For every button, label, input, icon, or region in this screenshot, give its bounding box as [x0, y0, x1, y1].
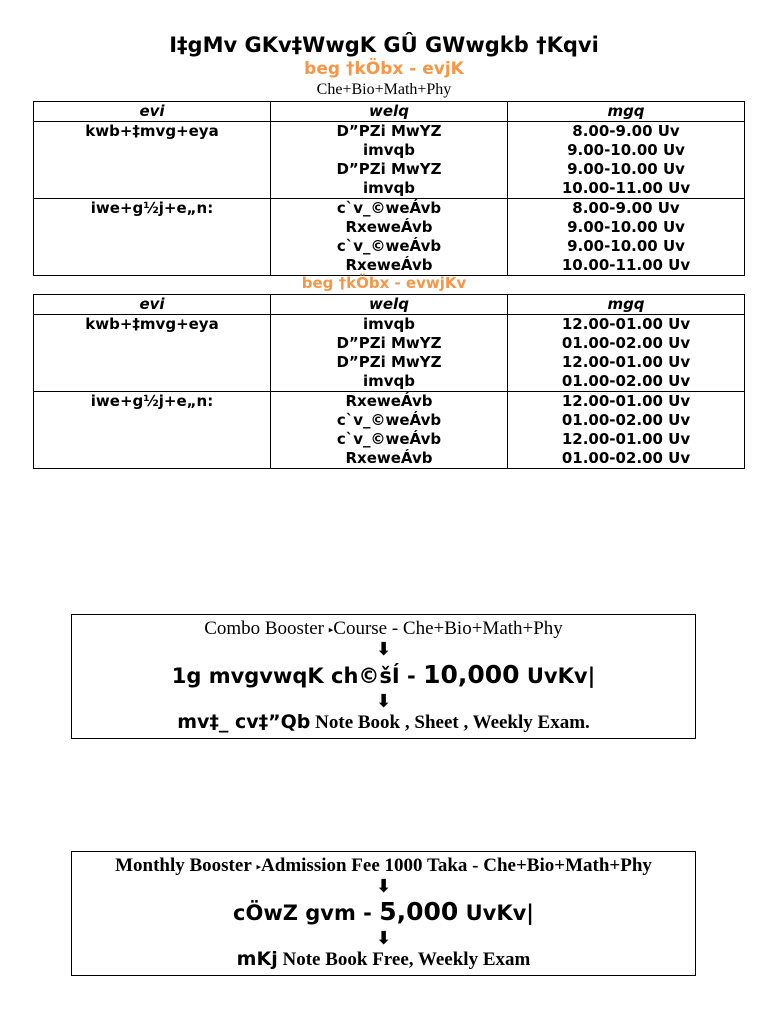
day-cell — [34, 199, 271, 276]
table-row — [34, 392, 745, 469]
subject-item: D”PZi MwYZ — [336, 160, 442, 178]
time-item: 10.00-11.00 Uv — [561, 256, 691, 274]
day-label: iwe+g½j+e„n: — [90, 199, 214, 217]
subject-item: c`v_©weÁvb — [336, 430, 442, 448]
column-header-subject: welq — [271, 102, 508, 122]
time-item: 9.00-10.00 Uv — [567, 237, 685, 255]
time-item: 01.00-02.00 Uv — [561, 372, 691, 390]
combo-materials-list: Note Book , Sheet , Weekly Exam. — [310, 712, 590, 733]
time-cell — [508, 122, 745, 199]
section1-title: beg †kÖbx - evjK — [304, 59, 464, 79]
monthly-heading — [72, 855, 695, 878]
subject-item: imvqb — [362, 141, 416, 159]
arrow-right-icon: ▸ — [328, 624, 334, 635]
table-row — [34, 315, 745, 392]
subject-item: c`v_©weÁvb — [336, 237, 442, 255]
time-item: 01.00-02.00 Uv — [561, 449, 691, 467]
subject-item: D”PZi MwYZ — [336, 353, 442, 371]
subjects-line: Che+Bio+Math+Phy — [316, 81, 452, 98]
subject-cell — [271, 392, 508, 469]
combo-fee — [72, 660, 695, 691]
time-item: 8.00-9.00 Uv — [572, 199, 680, 217]
time-item: 9.00-10.00 Uv — [567, 141, 685, 159]
subject-item: D”PZi MwYZ — [336, 122, 442, 140]
table-row — [34, 122, 745, 199]
section2-title: beg †kÖbx - evwjKv — [301, 274, 467, 292]
time-cell — [508, 315, 745, 392]
subject-cell — [271, 122, 508, 199]
subject-item: RxeweÁvb — [345, 218, 433, 236]
time-item: 9.00-10.00 Uv — [567, 160, 685, 178]
monthly-fee-amount: 5,000 — [379, 897, 459, 926]
time-item: 9.00-10.00 Uv — [567, 218, 685, 236]
column-header-day: evi — [34, 295, 271, 315]
table-header-row — [34, 295, 745, 315]
subject-item: imvqb — [362, 179, 416, 197]
arrow-right-icon: ▸ — [256, 861, 262, 872]
time-item: 01.00-02.00 Uv — [561, 411, 691, 429]
time-item: 01.00-02.00 Uv — [561, 334, 691, 352]
combo-materials — [72, 710, 695, 735]
time-item: 12.00-01.00 Uv — [561, 315, 691, 333]
subject-item: c`v_©weÁvb — [336, 411, 442, 429]
subject-item: RxeweÁvb — [345, 392, 433, 410]
subject-item: RxeweÁvb — [345, 256, 433, 274]
combo-heading — [72, 618, 695, 641]
combo-materials-label: mv‡_ cv‡”Qb — [177, 711, 311, 733]
combo-booster-box — [71, 614, 696, 739]
subject-cell — [271, 199, 508, 276]
time-cell — [508, 199, 745, 276]
monthly-booster-box — [71, 851, 696, 976]
day-label: kwb+‡mvg+eya — [85, 122, 219, 140]
day-cell — [34, 122, 271, 199]
table-header-row — [34, 102, 745, 122]
monthly-fee — [72, 897, 695, 928]
arrow-down-icon: ⬇ — [375, 691, 392, 712]
column-header-subject: welq — [271, 295, 508, 315]
schedule-table-boys — [33, 101, 745, 276]
schedule-table-girls — [33, 294, 745, 469]
monthly-fee-prefix: cÖwZ gvm - — [233, 901, 380, 925]
day-cell — [34, 392, 271, 469]
day-label: kwb+‡mvg+eya — [85, 315, 219, 333]
time-item: 12.00-01.00 Uv — [561, 392, 691, 410]
combo-name: Combo Booster — [204, 618, 324, 639]
column-header-day: evi — [34, 102, 271, 122]
monthly-materials — [72, 947, 695, 972]
time-item: 12.00-01.00 Uv — [561, 430, 691, 448]
time-item: 8.00-9.00 Uv — [572, 122, 680, 140]
monthly-fee-suffix: UvKv| — [458, 901, 534, 925]
arrow-down-icon: ⬇ — [375, 639, 392, 660]
monthly-materials-list: Note Book Free, Weekly Exam — [277, 949, 531, 970]
combo-fee-prefix: 1g mvgvwqK ch©šÍ - — [171, 664, 424, 688]
time-item: 12.00-01.00 Uv — [561, 353, 691, 371]
monthly-name: Monthly Booster — [115, 855, 252, 876]
monthly-course: Admission Fee 1000 Taka - Che+Bio+Math+Phy — [261, 855, 652, 876]
subject-item: imvqb — [362, 315, 416, 333]
day-label: iwe+g½j+e„n: — [90, 392, 214, 410]
arrow-down-icon: ⬇ — [375, 876, 392, 897]
page-title: I‡gMv GKv‡WwgK GÛ GWwgkb †Kqvi — [169, 33, 599, 57]
column-header-time: mgq — [508, 102, 745, 122]
combo-fee-suffix: UvKv| — [519, 664, 596, 688]
combo-fee-amount: 10,000 — [423, 660, 520, 689]
subject-cell — [271, 315, 508, 392]
combo-course: Course - Che+Bio+Math+Phy — [333, 618, 563, 639]
subject-item: RxeweÁvb — [345, 449, 433, 467]
time-item: 10.00-11.00 Uv — [561, 179, 691, 197]
subject-item: imvqb — [362, 372, 416, 390]
arrow-down-icon: ⬇ — [375, 928, 392, 949]
table-row — [34, 199, 745, 276]
day-cell — [34, 315, 271, 392]
time-cell — [508, 392, 745, 469]
column-header-time: mgq — [508, 295, 745, 315]
subject-item: c`v_©weÁvb — [336, 199, 442, 217]
monthly-materials-label: mKj — [236, 948, 278, 970]
subject-item: D”PZi MwYZ — [336, 334, 442, 352]
